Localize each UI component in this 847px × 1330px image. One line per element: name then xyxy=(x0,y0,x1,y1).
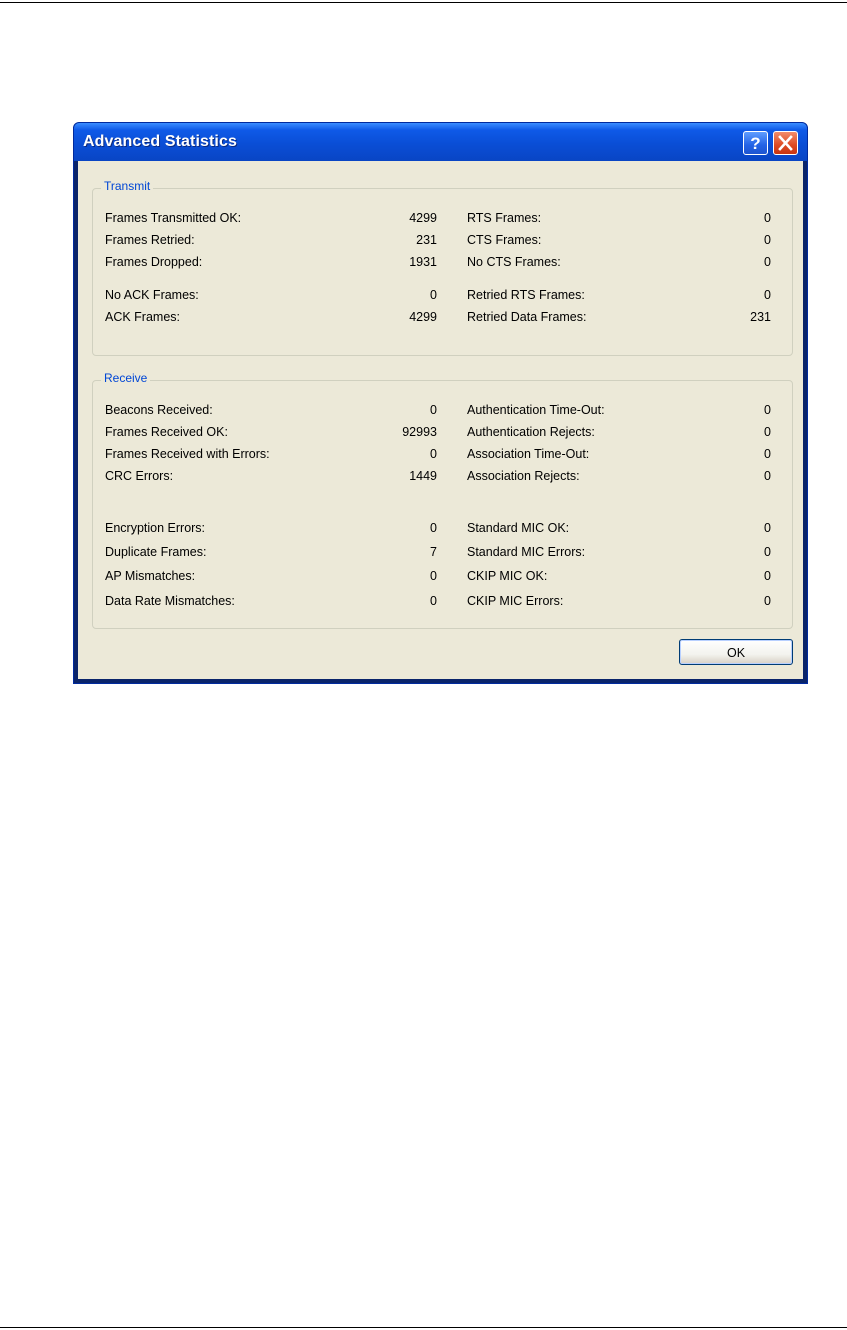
stat-label: Standard MIC Errors: xyxy=(467,545,586,559)
stat-value: 0 xyxy=(764,545,771,559)
stat-value: 0 xyxy=(430,569,437,583)
stat-value: 0 xyxy=(764,233,771,247)
stat-value: 4299 xyxy=(409,310,437,324)
stat-value: 231 xyxy=(750,310,771,324)
stat-row xyxy=(105,543,437,561)
stat-label: Authentication Rejects: xyxy=(467,425,595,439)
stat-value: 0 xyxy=(430,594,437,608)
stat-label: Duplicate Frames: xyxy=(105,545,207,559)
stat-row xyxy=(105,209,437,227)
stat-label: Association Time-Out: xyxy=(467,447,590,461)
window-title: Advanced Statistics xyxy=(83,133,237,150)
stat-value: 0 xyxy=(764,569,771,583)
stat-row xyxy=(467,592,771,610)
stat-label: CKIP MIC OK: xyxy=(467,569,548,583)
stat-row xyxy=(467,308,771,326)
ok-button[interactable]: OK xyxy=(679,639,793,665)
stat-row xyxy=(467,423,771,441)
stat-label: Association Rejects: xyxy=(467,469,580,483)
page-top-rule xyxy=(0,2,847,3)
stat-row xyxy=(467,467,771,485)
stat-row xyxy=(105,253,437,271)
stat-label: CTS Frames: xyxy=(467,233,542,247)
stat-row xyxy=(105,286,437,304)
stat-row xyxy=(105,519,437,537)
stat-row xyxy=(467,567,771,585)
stat-label: AP Mismatches: xyxy=(105,569,196,583)
stat-row xyxy=(105,592,437,610)
stat-value: 0 xyxy=(430,288,437,302)
help-icon xyxy=(744,132,767,154)
stat-label: Frames Retried: xyxy=(105,233,195,247)
stat-row xyxy=(105,567,437,585)
stat-value: 92993 xyxy=(402,425,437,439)
svg-text:?: ? xyxy=(750,134,761,153)
stat-row xyxy=(467,209,771,227)
transmit-legend: Transmit xyxy=(101,179,153,193)
stat-value: 231 xyxy=(416,233,437,247)
stat-row xyxy=(467,401,771,419)
stat-label: Frames Dropped: xyxy=(105,255,203,269)
stat-label: Frames Received OK: xyxy=(105,425,228,439)
stat-label: Frames Transmitted OK: xyxy=(105,211,242,225)
stat-label: Retried Data Frames: xyxy=(467,310,587,324)
stat-value: 0 xyxy=(764,425,771,439)
stat-label: No ACK Frames: xyxy=(105,288,199,302)
stat-value: 0 xyxy=(764,521,771,535)
stat-value: 0 xyxy=(430,403,437,417)
stat-label: Standard MIC OK: xyxy=(467,521,570,535)
stat-label: CKIP MIC Errors: xyxy=(467,594,564,608)
stat-value: 0 xyxy=(764,594,771,608)
stat-label: Authentication Time-Out: xyxy=(467,403,605,417)
stat-row xyxy=(467,445,771,463)
close-icon xyxy=(774,132,797,154)
help-button[interactable] xyxy=(743,131,768,155)
stat-label: Data Rate Mismatches: xyxy=(105,594,235,608)
stat-value: 0 xyxy=(764,255,771,269)
page-bottom-rule xyxy=(0,1327,847,1328)
stat-value: 0 xyxy=(764,469,771,483)
stat-label: Retried RTS Frames: xyxy=(467,288,585,302)
stat-row xyxy=(467,253,771,271)
stat-value: 0 xyxy=(764,211,771,225)
title-bar[interactable] xyxy=(74,123,807,161)
stat-label: ACK Frames: xyxy=(105,310,181,324)
stat-value: 0 xyxy=(764,447,771,461)
stat-row xyxy=(105,467,437,485)
stat-row xyxy=(105,445,437,463)
stat-label: CRC Errors: xyxy=(105,469,174,483)
stat-row xyxy=(105,423,437,441)
stat-value: 4299 xyxy=(409,211,437,225)
stat-row xyxy=(105,401,437,419)
stat-label: Frames Received with Errors: xyxy=(105,447,270,461)
transmit-group xyxy=(92,179,793,356)
stat-value: 1449 xyxy=(409,469,437,483)
stat-label: RTS Frames: xyxy=(467,211,542,225)
stat-row xyxy=(467,543,771,561)
stat-value: 0 xyxy=(430,521,437,535)
stat-value: 0 xyxy=(764,403,771,417)
dialog-client-area xyxy=(78,161,803,679)
advanced-statistics-dialog xyxy=(73,122,808,684)
stat-value: 7 xyxy=(430,545,437,559)
receive-legend: Receive xyxy=(101,371,150,385)
stat-label: Beacons Received: xyxy=(105,403,213,417)
stat-row xyxy=(467,231,771,249)
stat-row xyxy=(105,231,437,249)
stat-label: Encryption Errors: xyxy=(105,521,206,535)
stat-value: 0 xyxy=(430,447,437,461)
close-button[interactable] xyxy=(773,131,798,155)
receive-group xyxy=(92,371,793,629)
stat-row xyxy=(105,308,437,326)
stat-row xyxy=(467,519,771,537)
stat-value: 0 xyxy=(764,288,771,302)
stat-value: 1931 xyxy=(409,255,437,269)
stat-label: No CTS Frames: xyxy=(467,255,561,269)
stat-row xyxy=(467,286,771,304)
